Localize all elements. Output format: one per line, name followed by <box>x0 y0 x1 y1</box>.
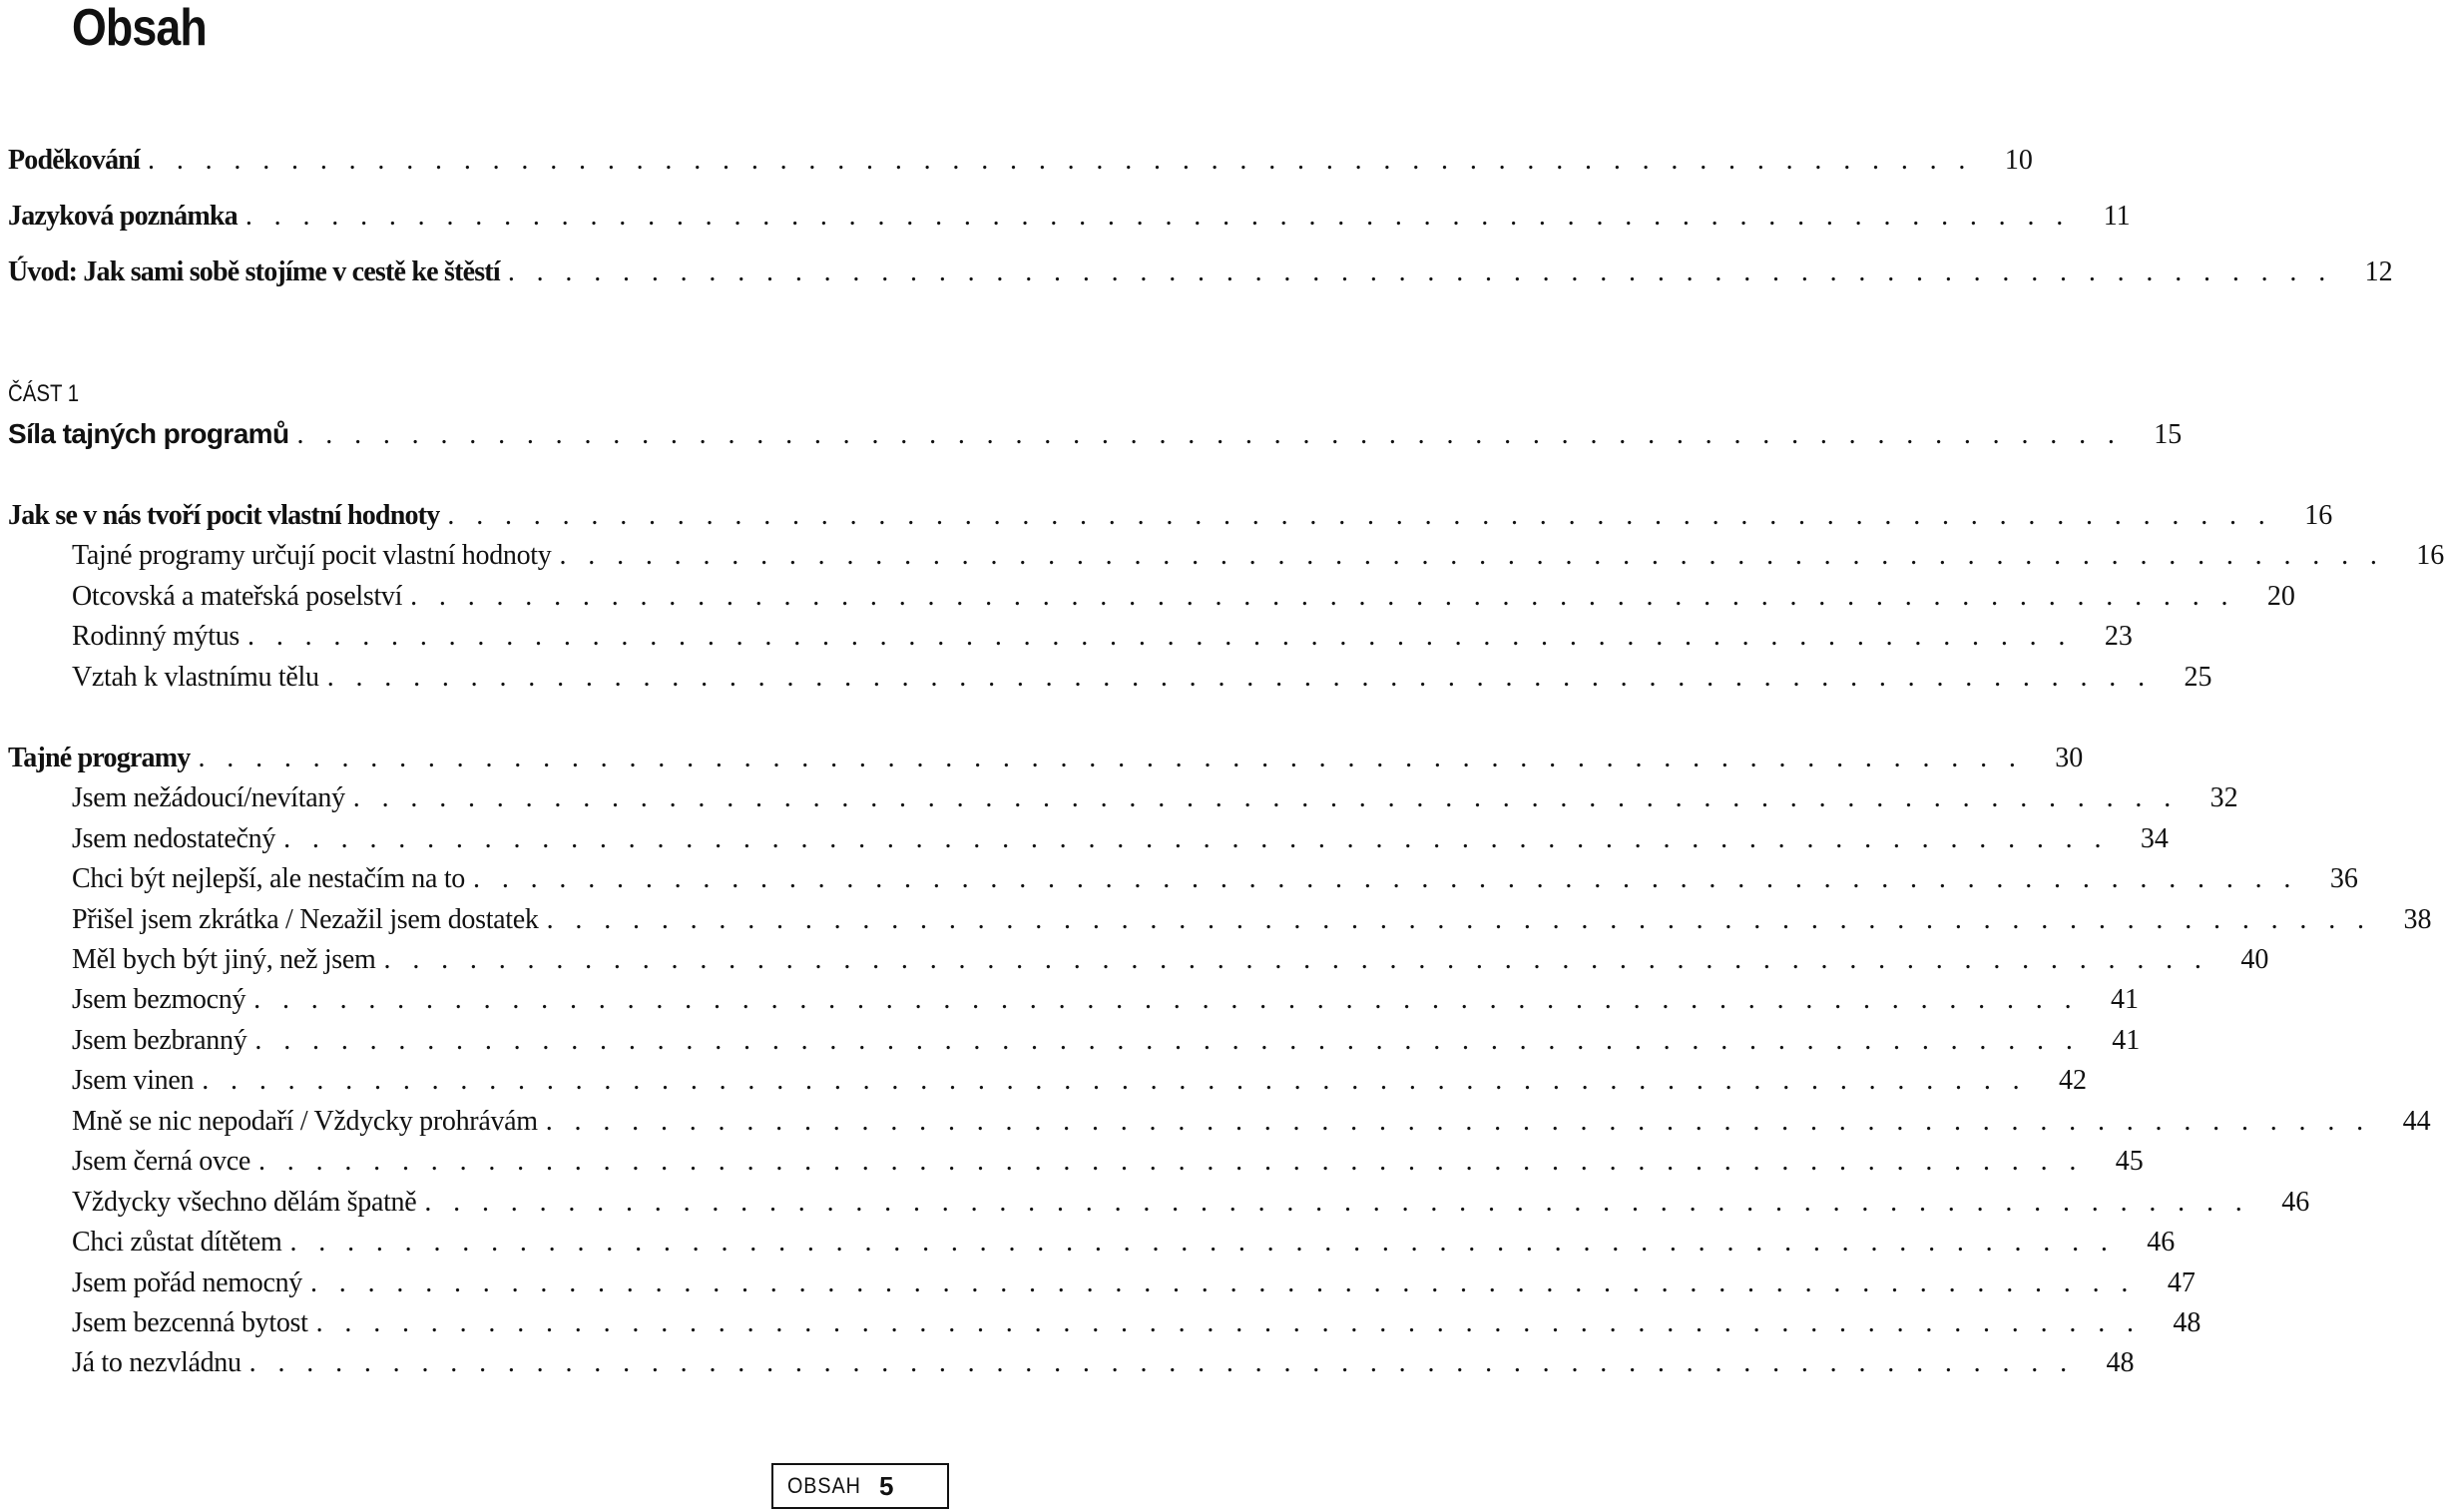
toc-entry-chapter-2[interactable] <box>8 739 2084 778</box>
toc-entry-page: 30 <box>2055 743 2084 773</box>
toc-entry-page: 15 <box>2154 419 2183 450</box>
part-label: ČÁST 1 <box>8 380 80 407</box>
toc-entry-title: Otcovská a mateřská poselství <box>72 581 403 612</box>
toc-entry-title: Poděkování <box>8 145 141 176</box>
toc-entry-title: Já to nezvládnu <box>72 1347 242 1378</box>
toc-entry-title: Síla tajných programů <box>8 418 289 449</box>
leader-dots: . . . . . . . . . . . . . . . . . . . . . . . . . . . . . . . . . . . . . . . . . . . . . . . . . . . . . . . . . . . . . . . . <box>326 662 2153 693</box>
toc-entry-section[interactable] <box>72 536 2444 576</box>
toc-entry-section[interactable] <box>72 1061 2088 1101</box>
toc-entry-section[interactable] <box>72 1021 2141 1061</box>
toc-entry-page: 48 <box>2106 1347 2135 1378</box>
leader-dots: . . . . . . . . . . . . . . . . . . . . . . . . . . . . . . . . . . . . . . . . . . . . . . . . . . . . . . . . . . . . . . . . <box>283 823 2109 854</box>
toc-entry-page: 42 <box>2059 1065 2088 1096</box>
leader-dots: . . . . . . . . . . . . . . . . . . . . . . . . . . . . . . . . . . . . . . . . . . . . . . . . . . . . . . . . . . . . . . . . <box>352 782 2179 813</box>
leader-dots: . . . . . . . . . . . . . . . . . . . . . . . . . . . . . . . . . . . . . . . . . . . . . . . . . . . . . . . . . . . . . . . . <box>202 1065 2028 1096</box>
toc-entry-section[interactable] <box>72 1142 2144 1182</box>
page-title: Obsah <box>72 0 207 57</box>
leader-dots: . . . . . . . . . . . . . . . . . . . . . . . . . . . . . . . . . . . . . . . . . . . . . . . . . . . . . . . . . . . . . . . . <box>315 1307 2142 1338</box>
footer-label: OBSAH <box>787 1473 861 1498</box>
toc-entry-title: Měl bych být jiný, než jsem <box>72 944 376 975</box>
toc-entry-acknowledgements[interactable] <box>8 141 2033 181</box>
toc-entry-title: Jsem bezbranný <box>72 1025 247 1056</box>
toc-entry-page: 20 <box>2266 581 2295 612</box>
toc-entry-title: Tajné programy určují pocit vlastní hodnoty <box>72 540 552 571</box>
toc-entry-page: 36 <box>2329 863 2358 894</box>
leader-dots: . . . . . . . . . . . . . . . . . . . . . . . . . . . . . . . . . . . . . . . . . . . . . . . . . . . . . . . . . . . . . . . . <box>383 944 2209 975</box>
toc-entry-page: 41 <box>2110 984 2139 1015</box>
leader-dots: . . . . . . . . . . . . . . . . . . . . . . . . . . . . . . . . . . . . . . . . . . . . . . . . . . . . . . . . . . . . . . . . <box>559 540 2385 571</box>
toc-entry-page: 16 <box>2304 500 2333 531</box>
toc-entry-section[interactable] <box>72 1303 2201 1343</box>
toc-entry-title: Jsem nežádoucí/nevítaný <box>72 782 345 813</box>
leader-dots: . . . . . . . . . . . . . . . . . . . . . . . . . . . . . . . . . . . . . . . . . . . . . . . . . . . . . . . . . . . . . . . . <box>253 984 2079 1015</box>
toc-entry-title: Vždycky všechno dělám špatně <box>72 1187 417 1218</box>
leader-dots: . . . . . . . . . . . . . . . . . . . . . . . . . . . . . . . . . . . . . . . . . . . . . . . . . . . . . . . . . . . . . . . . <box>310 1267 2136 1298</box>
toc-entry-page: 47 <box>2167 1267 2196 1298</box>
toc-entry-title: Jazyková poznámka <box>8 201 238 232</box>
toc-entry-title: Jsem černá ovce <box>72 1146 250 1177</box>
toc-entry-title: Jsem bezmocný <box>72 984 246 1015</box>
toc-entry-page: 34 <box>2140 823 2169 854</box>
leader-dots: . . . . . . . . . . . . . . . . . . . . . . . . . . . . . . . . . . . . . . . . . . . . . . . . . . . . . . . . . . . . . . . . <box>546 904 2372 935</box>
leader-dots: . . . . . . . . . . . . . . . . . . . . . . . . . . . . . . . . . . . . . . . . . . . . . . . . . . . . . . . . . . . . . . . . <box>507 256 2333 287</box>
toc-entry-page: 16 <box>2416 540 2444 571</box>
toc-entry-page: 12 <box>2364 256 2393 287</box>
leader-dots: . . . . . . . . . . . . . . . . . . . . . . . . . . . . . . . . . . . . . . . . . . . . . . . . . . . . . . . . . . . . . . . . <box>257 1146 2084 1177</box>
toc-entry-section[interactable] <box>72 1102 2431 1142</box>
leader-dots: . . . . . . . . . . . . . . . . . . . . . . . . . . . . . . . . . . . . . . . . . . . . . . . . . . . . . . . . . . . . . . . . <box>244 201 2071 232</box>
toc-entry-page: 23 <box>2104 621 2133 652</box>
toc-entry-title: Tajné programy <box>8 743 191 773</box>
toc-entry-section[interactable] <box>72 778 2238 818</box>
toc-entry-page: 48 <box>2173 1307 2201 1338</box>
leader-dots: . . . . . . . . . . . . . . . . . . . . . . . . . . . . . . . . . . . . . . . . . . . . . . . . . . . . . . . . . . . . . . . . <box>247 621 2073 652</box>
toc-entry-section[interactable] <box>72 1183 2310 1223</box>
toc-entry-page: 40 <box>2240 944 2269 975</box>
leader-dots: . . . . . . . . . . . . . . . . . . . . . . . . . . . . . . . . . . . . . . . . . . . . . . . . . . . . . . . . . . . . . . . . <box>198 743 2024 773</box>
toc-entry-chapter-1[interactable] <box>8 496 2333 536</box>
leader-dots: . . . . . . . . . . . . . . . . . . . . . . . . . . . . . . . . . . . . . . . . . . . . . . . . . . . . . . . . . . . . . . . . <box>424 1187 2250 1218</box>
leader-dots: . . . . . . . . . . . . . . . . . . . . . . . . . . . . . . . . . . . . . . . . . . . . . . . . . . . . . . . . . . . . . . . . <box>473 863 2298 894</box>
toc-entry-section[interactable] <box>72 900 2432 940</box>
leader-dots: . . . . . . . . . . . . . . . . . . . . . . . . . . . . . . . . . . . . . . . . . . . . . . . . . . . . . . . . . . . . . . . . <box>410 581 2235 612</box>
toc-entry-page: 25 <box>2184 662 2212 693</box>
toc-entry-page: 44 <box>2402 1106 2431 1137</box>
toc-entry-title: Jsem nedostatečný <box>72 823 276 854</box>
toc-entry-section[interactable] <box>72 617 2133 657</box>
toc-entry-title: Mně se nic nepodaří / Vždycky prohrávám <box>72 1106 538 1137</box>
leader-dots: . . . . . . . . . . . . . . . . . . . . . . . . . . . . . . . . . . . . . . . . . . . . . . . . . . . . . . . . . . . . . . . . <box>545 1106 2371 1137</box>
leader-dots: . . . . . . . . . . . . . . . . . . . . . . . . . . . . . . . . . . . . . . . . . . . . . . . . . . . . . . . . . . . . . . . . <box>447 500 2273 531</box>
toc-entry-section[interactable] <box>72 1223 2176 1262</box>
toc-entry-page: 45 <box>2115 1146 2144 1177</box>
toc-entry-page: 41 <box>2112 1025 2141 1056</box>
toc-entry-title: Přišel jsem zkrátka / Nezažil jsem dostatek <box>72 904 539 935</box>
toc-entry-title: Jsem vinen <box>72 1065 195 1096</box>
toc-entry-part-1[interactable] <box>8 414 2183 454</box>
toc-entry-section[interactable] <box>72 1263 2196 1303</box>
leader-dots: . . . . . . . . . . . . . . . . . . . . . . . . . . . . . . . . . . . . . . . . . . . . . . . . . . . . . . . . . . . . . . . . <box>289 1227 2116 1258</box>
toc-entry-title: Vztah k vlastnímu tělu <box>72 662 319 693</box>
page-number: 5 <box>879 1470 894 1501</box>
toc-entry-section[interactable] <box>72 980 2139 1020</box>
toc-entry-title: Úvod: Jak sami sobě stojíme v cestě ke štěstí <box>8 256 500 287</box>
toc-entry-section[interactable] <box>72 819 2169 859</box>
toc-entry-section[interactable] <box>72 577 2295 617</box>
toc-entry-title: Rodinný mýtus <box>72 621 241 652</box>
toc-entry-section[interactable] <box>72 940 2269 980</box>
toc-entry-title: Chci být nejlepší, ale nestačím na to <box>72 863 466 894</box>
toc-entry-section[interactable] <box>72 859 2358 899</box>
toc-entry-language-note[interactable] <box>8 197 2131 237</box>
toc-entry-page: 32 <box>2209 782 2238 813</box>
toc-entry-title: Jsem bezcenná bytost <box>72 1307 308 1338</box>
leader-dots: . . . . . . . . . . . . . . . . . . . . . . . . . . . . . . . . . . . . . . . . . . . . . . . . . . . . . . . . . . . . . . . . <box>296 419 2123 450</box>
toc-entry-section[interactable] <box>72 658 2212 698</box>
toc-entry-page: 10 <box>2004 145 2033 176</box>
toc-entry-page: 38 <box>2403 904 2432 935</box>
toc-entry-title: Jsem pořád nemocný <box>72 1267 302 1298</box>
toc-entry-section[interactable] <box>72 1343 2135 1383</box>
toc-entry-page: 46 <box>2281 1187 2310 1218</box>
page-footer <box>771 1463 949 1509</box>
leader-dots: . . . . . . . . . . . . . . . . . . . . . . . . . . . . . . . . . . . . . . . . . . . . . . . . . . . . . . . . . . . . . . . . <box>254 1025 2081 1056</box>
toc-entry-page: 46 <box>2147 1227 2176 1258</box>
leader-dots: . . . . . . . . . . . . . . . . . . . . . . . . . . . . . . . . . . . . . . . . . . . . . . . . . . . . . . . . . . . . . . . . <box>148 145 1973 176</box>
toc-entry-introduction[interactable] <box>8 252 2393 292</box>
leader-dots: . . . . . . . . . . . . . . . . . . . . . . . . . . . . . . . . . . . . . . . . . . . . . . . . . . . . . . . . . . . . . . . . <box>248 1347 2075 1378</box>
toc-entry-title: Chci zůstat dítětem <box>72 1227 282 1258</box>
toc-entry-title: Jak se v nás tvoří pocit vlastní hodnoty <box>8 500 440 531</box>
toc-entry-page: 11 <box>2103 201 2131 232</box>
